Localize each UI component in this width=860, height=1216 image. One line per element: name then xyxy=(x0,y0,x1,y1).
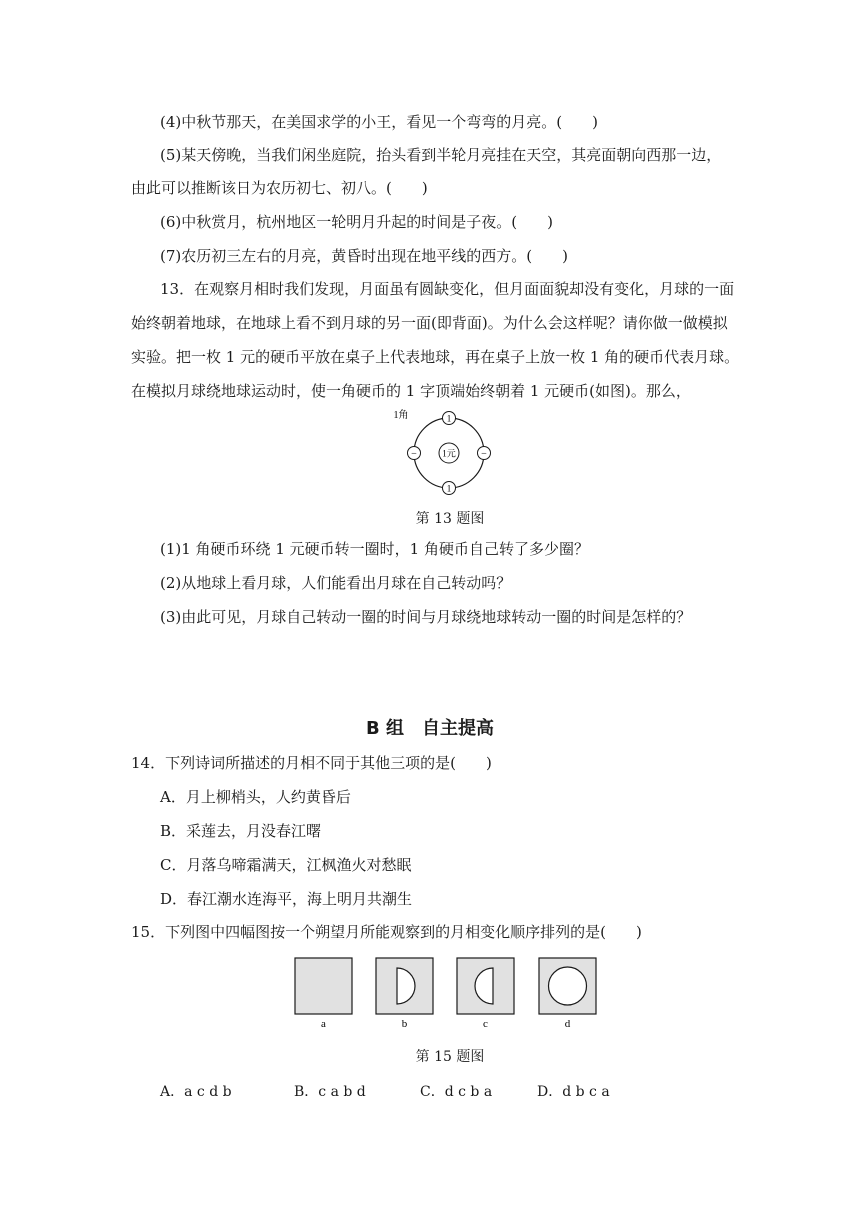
coin-right-glyph: − xyxy=(481,448,487,460)
statement-4: (4)中秋节那天，在美国求学的小王，看见一个弯弯的月亮。( ) xyxy=(160,113,598,131)
figure-13-caption: 第 13 题图 xyxy=(415,511,485,527)
q14-stem: 14．下列诗词所描述的月相不同于其他三项的是( ) xyxy=(131,754,492,772)
coin-top-glyph: 1 xyxy=(446,413,452,424)
phase-label-c: c xyxy=(483,1018,488,1030)
q13-line-3: 实验。把一枚 1 元的硬币平放在桌子上代表地球，再在桌子上放一枚 1 角的硬币代表月球。 xyxy=(131,348,740,366)
q13-line-1: 13．在观察月相时我们发现，月面虽有圆缺变化，但月面面貌却没有变化，月球的一面 xyxy=(160,280,735,298)
q14-option-c: C．月落乌啼霜满天，江枫渔火对愁眠 xyxy=(160,856,412,874)
statement-6: (6)中秋赏月，杭州地区一轮明月升起的时间是子夜。( ) xyxy=(160,213,553,231)
coin-bottom-glyph: 1 xyxy=(446,483,452,494)
q15-stem: 15．下列图中四幅图按一个朔望月所能观察到的月相变化顺序排列的是( ) xyxy=(131,923,642,941)
q14-option-b: B．采莲去，月没春江曙 xyxy=(160,822,322,840)
q15-answer-c: C．d c b a xyxy=(420,1084,493,1100)
phase-label-a: a xyxy=(321,1018,326,1030)
coin-orbit-figure xyxy=(390,408,500,500)
q14-option-a: A．月上柳梢头，人约黄昏后 xyxy=(160,788,351,806)
phase-label-b: b xyxy=(401,1018,408,1030)
phase-label-d: d xyxy=(564,1018,571,1030)
figure-15-caption: 第 15 题图 xyxy=(415,1049,485,1065)
coin-left-glyph: − xyxy=(411,448,417,460)
q15-answer-a: A．a c d b xyxy=(160,1084,232,1100)
statement-5-line-2: 由此可以推断该日为农历初七、初八。( ) xyxy=(131,179,428,197)
statement-7: (7)农历初三左右的月亮，黄昏时出现在地平线的西方。( ) xyxy=(160,247,568,265)
q15-answer-d: D．d b c a xyxy=(537,1084,610,1100)
full-moon xyxy=(549,967,587,1005)
one-yuan-label: 1元 xyxy=(442,448,456,459)
phase-box-a xyxy=(295,958,352,1014)
q13-line-4: 在模拟月球绕地球运动时，使一角硬币的 1 字顶端始终朝着 1 元硬币(如图)。那么， xyxy=(131,382,691,400)
q14-option-d: D．春江潮水连海平，海上明月共潮生 xyxy=(160,890,413,908)
q13-sub-3: (3)由此可见，月球自己转动一圈的时间与月球绕地球转动一圈的时间是怎样的？ xyxy=(160,608,692,626)
q13-sub-1: (1)1 角硬币环绕 1 元硬币转一圈时，1 角硬币自己转了多少圈？ xyxy=(160,540,589,558)
q13-sub-2: (2)从地球上看月球，人们能看出月球在自己转动吗？ xyxy=(160,574,512,592)
one-jiao-label: 1角 xyxy=(393,410,409,421)
section-b-heading: B 组 自主提高 xyxy=(366,718,494,739)
statement-5-line-1: (5)某天傍晚，当我们闲坐庭院，抬头看到半轮月亮挂在天空，其亮面朝向西那一边， xyxy=(160,146,722,164)
moon-phase-figure xyxy=(290,954,610,1034)
q15-answer-b: B．c a b d xyxy=(294,1084,366,1100)
q13-line-2: 始终朝着地球，在地球上看不到月球的另一面(即背面)。为什么会这样呢？请你做一做模拟 xyxy=(131,314,728,332)
